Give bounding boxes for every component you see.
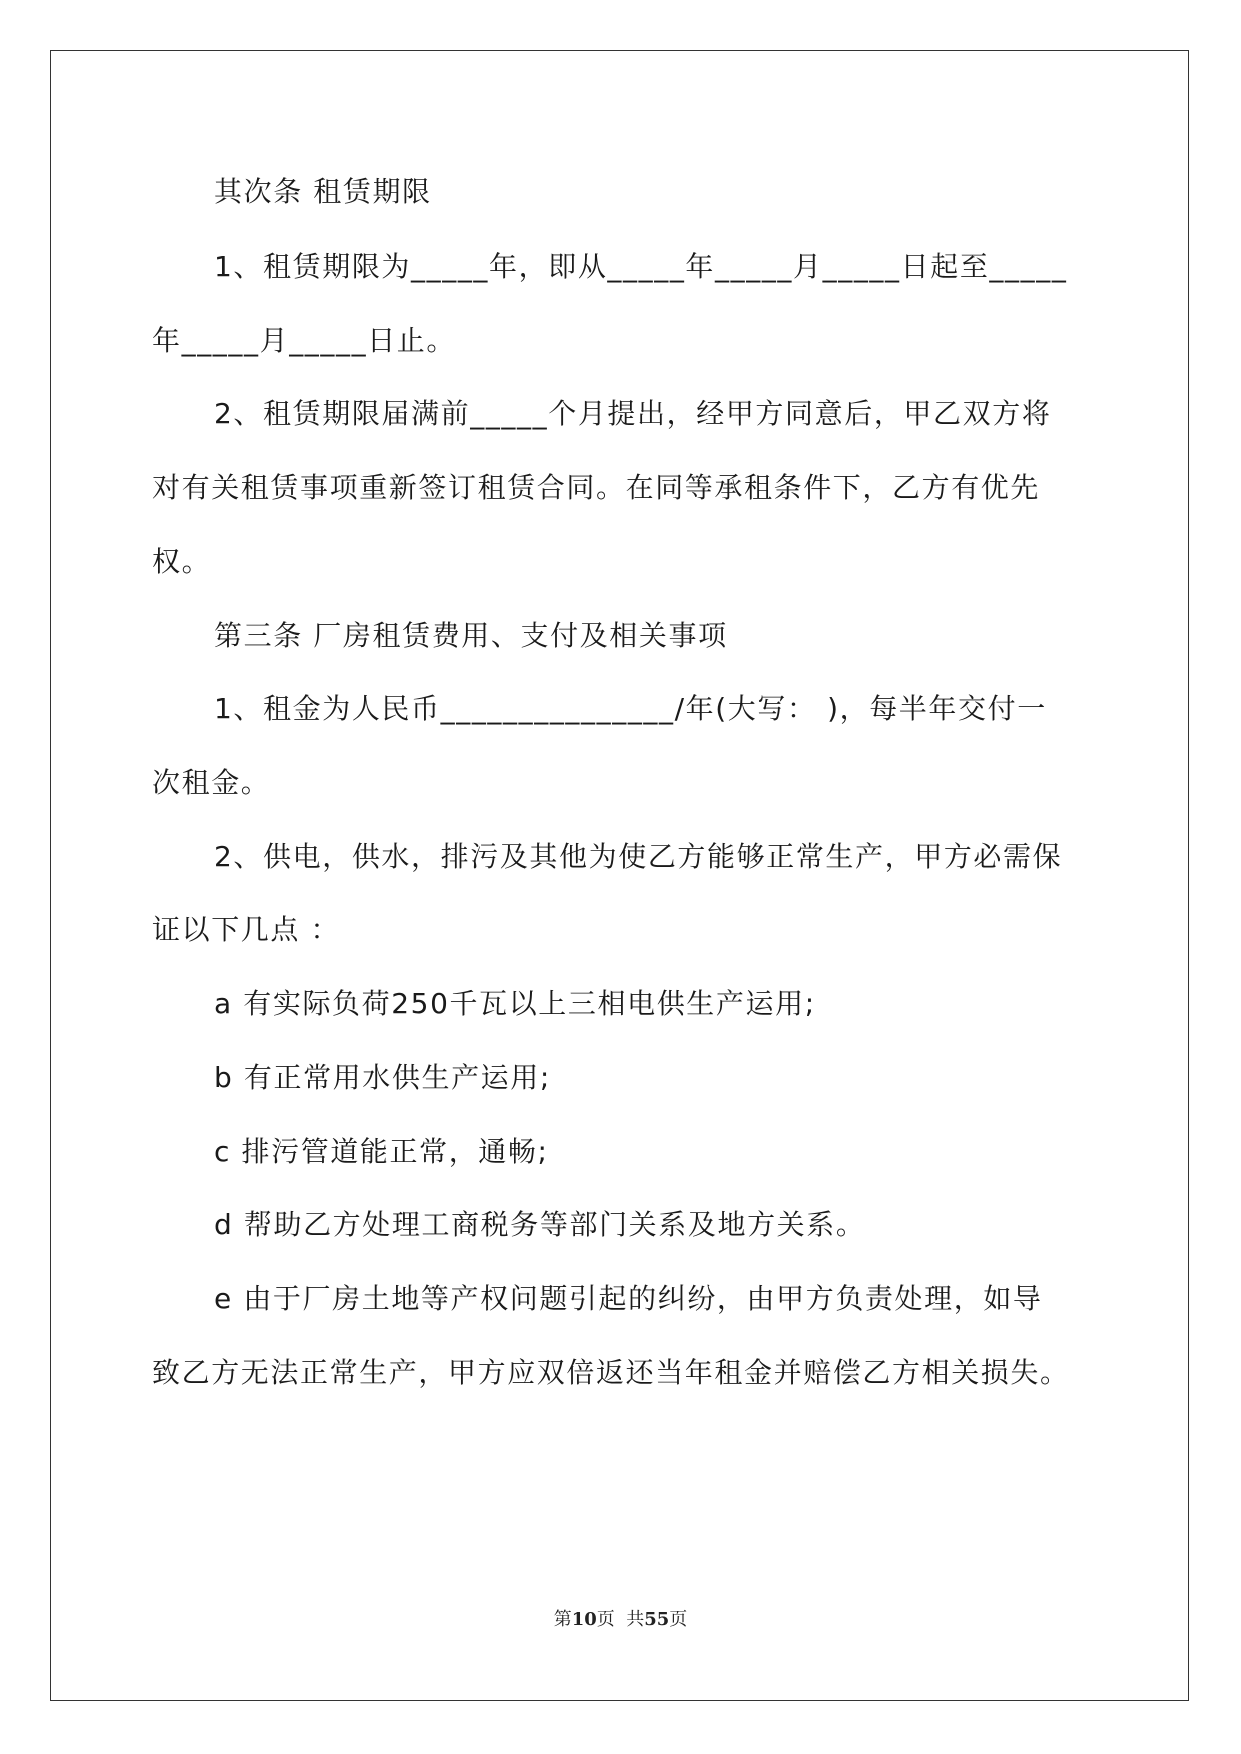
page-footer bbox=[0, 1608, 1241, 1632]
section-heading-rent-fees: 第三条 厂房租赁费用、支付及相关事项 bbox=[214, 619, 728, 652]
paragraph-line: 1、租赁期限为_____年，即从_____年_____月_____日起至_____ bbox=[214, 250, 1068, 283]
section-heading-lease-term: 其次条 租赁期限 bbox=[214, 175, 432, 208]
paragraph-line: 1、租金为人民币_______________/年(大写： )，每半年交付一 bbox=[214, 692, 1047, 725]
paragraph-line: 2、租赁期限届满前_____个月提出，经甲方同意后，甲乙双方将 bbox=[214, 397, 1052, 430]
paragraph-line: 证以下几点 ： bbox=[152, 913, 341, 946]
list-item: a 有实际负荷250千瓦以上三相电供生产运用; bbox=[214, 987, 816, 1020]
footer-suffix: 页 bbox=[669, 1609, 688, 1630]
list-item: b 有正常用水供生产运用; bbox=[214, 1061, 551, 1094]
footer-mid: 页 共 bbox=[596, 1609, 645, 1630]
list-item: e 由于厂房土地等产权问题引起的纠纷，由甲方负责处理，如导 bbox=[214, 1282, 1043, 1315]
list-item: c 排污管道能正常，通畅; bbox=[214, 1135, 549, 1168]
paragraph-line: 致乙方无法正常生产，甲方应双倍返还当年租金并赔偿乙方相关损失。 bbox=[152, 1356, 1070, 1389]
paragraph-line: 2、供电，供水，排污及其他为使乙方能够正常生产，甲方必需保 bbox=[214, 840, 1063, 873]
total-pages-number: 55 bbox=[644, 1609, 670, 1630]
list-item: d 帮助乙方处理工商税务等部门关系及地方关系。 bbox=[214, 1208, 866, 1241]
footer-prefix: 第 bbox=[553, 1609, 572, 1630]
paragraph-line: 对有关租赁事项重新签订租赁合同。在同等承租条件下，乙方有优先 bbox=[152, 471, 1041, 504]
current-page-number: 10 bbox=[571, 1609, 597, 1630]
paragraph-line: 次租金。 bbox=[152, 766, 271, 799]
paragraph-line: 权。 bbox=[152, 545, 212, 578]
paragraph-line: 年_____月_____日止。 bbox=[152, 324, 457, 357]
